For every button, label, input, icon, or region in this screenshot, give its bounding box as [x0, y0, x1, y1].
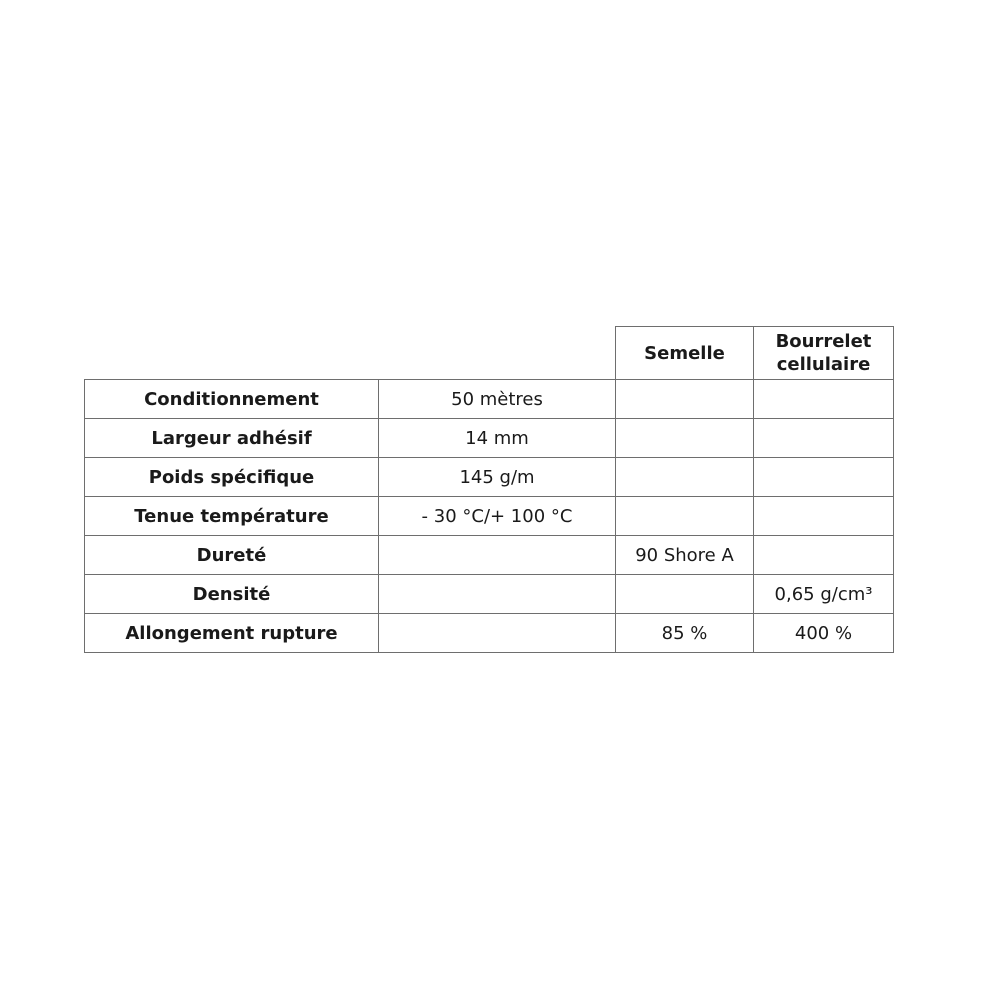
row-semelle: 85 %: [616, 614, 754, 653]
row-bourrelet: [754, 419, 894, 458]
header-semelle: Semelle: [616, 327, 754, 380]
header-bourrelet: [754, 327, 894, 380]
header-bourrelet-line1: Bourrelet: [775, 331, 872, 352]
row-bourrelet: [754, 497, 894, 536]
row-bourrelet: [754, 536, 894, 575]
row-value: 50 mètres: [379, 380, 616, 419]
row-bourrelet: 0,65 g/cm³: [754, 575, 894, 614]
row-semelle: 90 Shore A: [616, 536, 754, 575]
row-value: [379, 575, 616, 614]
row-label: Dureté: [85, 536, 379, 575]
table-row: [85, 497, 894, 536]
row-value: 14 mm: [379, 419, 616, 458]
row-value: - 30 °C/+ 100 °C: [379, 497, 616, 536]
table-row: [85, 458, 894, 497]
row-label: Tenue température: [85, 497, 379, 536]
row-bourrelet: [754, 458, 894, 497]
row-label: Largeur adhésif: [85, 419, 379, 458]
spec-table: [84, 326, 894, 653]
table-row: [85, 536, 894, 575]
row-label: Densité: [85, 575, 379, 614]
header-empty-cell: [379, 327, 616, 380]
table-row: [85, 380, 894, 419]
table-row: [85, 575, 894, 614]
table-row: [85, 419, 894, 458]
row-label: Conditionnement: [85, 380, 379, 419]
row-value: [379, 536, 616, 575]
row-bourrelet: [754, 380, 894, 419]
row-value: 145 g/m: [379, 458, 616, 497]
header-empty-cell: [85, 327, 379, 380]
header-bourrelet-line2: cellulaire: [776, 354, 871, 375]
row-semelle: [616, 380, 754, 419]
table-row: [85, 614, 894, 653]
table-header-row: [85, 327, 894, 380]
row-semelle: [616, 497, 754, 536]
row-semelle: [616, 419, 754, 458]
row-bourrelet: 400 %: [754, 614, 894, 653]
row-semelle: [616, 575, 754, 614]
row-label: Allongement rupture: [85, 614, 379, 653]
row-value: [379, 614, 616, 653]
row-semelle: [616, 458, 754, 497]
row-label: Poids spécifique: [85, 458, 379, 497]
